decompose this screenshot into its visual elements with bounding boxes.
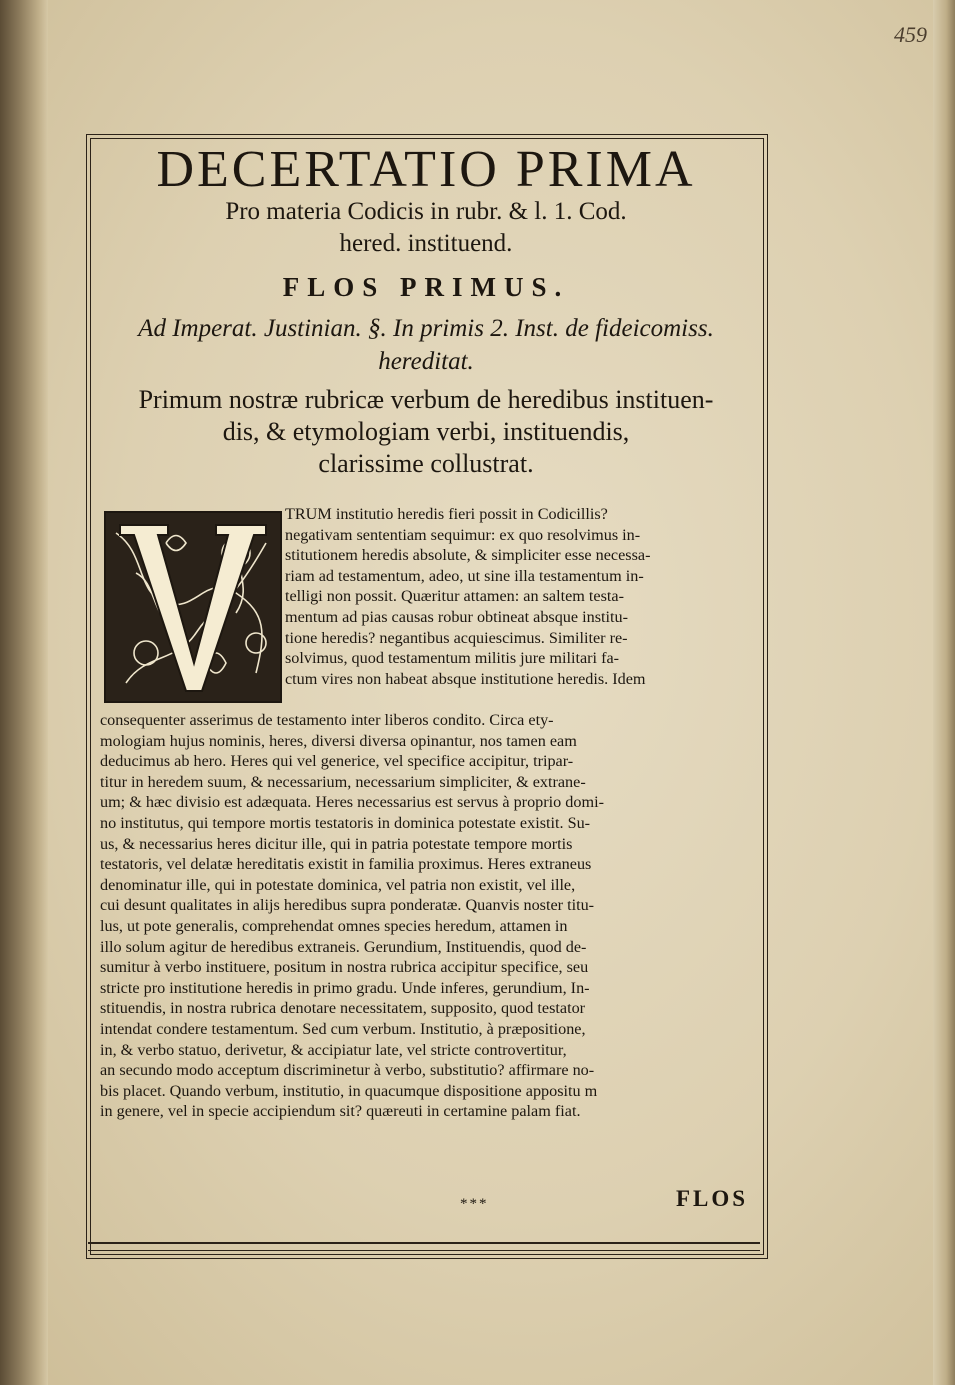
text-line: stitutionem heredis absolute, & simpliciter esse necessa- — [285, 546, 651, 565]
bottom-rule — [88, 1242, 760, 1244]
summary-line: clarissime collustrat. — [318, 449, 534, 478]
floral-initial-ornament — [106, 513, 280, 701]
text-line: mologiam hujus nominis, heres, diversi diversa opinantur, nos tamen eam — [100, 731, 577, 750]
text-line: solvimus, quod testamentum militis jure militari fa- — [285, 649, 620, 668]
text-line: tione heredis? negantibus acquiescimus. Similiter re- — [285, 628, 628, 647]
subtitle-line: hered. instituend. — [339, 230, 513, 257]
text-line: TRUM institutio heredis fieri possit in Codicillis? — [285, 505, 608, 523]
text-line: consequenter asserimus de testamento inter liberos condito. Circa ety- — [100, 711, 554, 729]
summary-line: Primum nostræ rubricæ verbum de heredibus instituen- — [138, 385, 714, 414]
text-line: in genere, vel in specie accipiendum sit? quæreuti in certamine palam fiat. — [100, 1102, 581, 1121]
text-line: an secundo modo acceptum discriminetur à verbo, substitutio? affirmare no- — [100, 1061, 595, 1080]
text-line: telligi non possit. Quæritur attamen: an saltem testa- — [285, 587, 624, 606]
text-line: mentum ad pias causas robur obtineat absque institu- — [285, 607, 629, 626]
subtitle — [92, 196, 760, 260]
citation-line: Ad Imperat. Justinian. §. In primis 2. Inst. de fideicomiss. — [138, 315, 714, 342]
page-number: 459 — [894, 22, 927, 47]
text-line: stituendis, in nostra rubrica denotare necessitatem, supposito, quod testator — [100, 999, 586, 1018]
text-line: lus, ut pote generalis, comprehendat omnes species heredum, attamen in — [100, 916, 568, 935]
text-line: um; & hæc divisio est adæquata. Heres necessarius est servus à proprio domi- — [100, 793, 604, 812]
body-text-rest — [100, 710, 760, 1122]
body-text-first — [285, 504, 755, 689]
summary — [92, 384, 760, 480]
catchword: FLOS — [676, 1186, 749, 1211]
page-edge — [933, 0, 955, 1385]
book-gutter — [0, 0, 48, 1385]
text-line: intendat condere testamentum. Sed cum verbum. Institutio, à præpositione, — [100, 1019, 586, 1038]
citation — [92, 312, 760, 378]
text-line: negativam sententiam sequimur: ex quo resolvimus in- — [285, 525, 641, 544]
text-line: illo solum agitur de heredibus extraneis. Gerundium, Instituendis, quod de- — [100, 937, 587, 956]
section-heading: FLOS PRIMUS. — [282, 272, 570, 302]
bottom-rule-thin — [88, 1250, 760, 1251]
text-line: ctum vires non habeat absque institutione heredis. Idem — [285, 669, 646, 688]
summary-line: dis, & etymologiam verbi, instituendis, — [222, 417, 630, 446]
text-line: deducimus ab hero. Heres qui vel generice, vel specifice accipitur, tripar- — [100, 752, 574, 771]
text-line: bis placet. Quando verbum, institutio, in quacumque dispositione appositu m — [100, 1081, 598, 1100]
text-line: sumitur à verbo instituere, positum in nostra rubrica accipitur specifice, seu — [100, 958, 589, 977]
text-line: no institutus, qui tempore mortis testatoris in dominica potestate existit. Su- — [100, 813, 591, 832]
text-line: in, & verbo statuo, derivetur, & accipiatur late, vel stricte controvertitur, — [100, 1040, 567, 1059]
text-line: riam ad testamentum, adeo, ut sine illa testamentum in- — [285, 566, 644, 585]
page-title: DECERTATIO PRIMA — [156, 141, 696, 198]
citation-line: hereditat. — [378, 348, 474, 375]
signature-mark: *** — [460, 1196, 489, 1212]
text-line: us, & necessarius heres dicitur ille, qui in patria potestate tempore mortis — [100, 834, 573, 853]
text-line: testatoris, vel delatæ hereditatis existit in familia proximus. Heres extraneus — [100, 855, 592, 874]
text-line: denominatur ille, qui in potestate dominica, vel patria non existit, vel ille, — [100, 875, 576, 894]
text-line: cui desunt qualitates in alijs heredibus supra ponderatæ. Quanvis noster titu- — [100, 896, 595, 915]
subtitle-line: Pro materia Codicis in rubr. & l. 1. Cod. — [225, 198, 627, 225]
text-line: titur in heredem suum, & necessarium, necessarium simpliciter, & extrane- — [100, 772, 586, 791]
decorated-initial-v — [104, 511, 282, 703]
text-line: stricte pro institutione heredis in primo gradu. Unde inferes, gerundium, In- — [100, 978, 590, 997]
